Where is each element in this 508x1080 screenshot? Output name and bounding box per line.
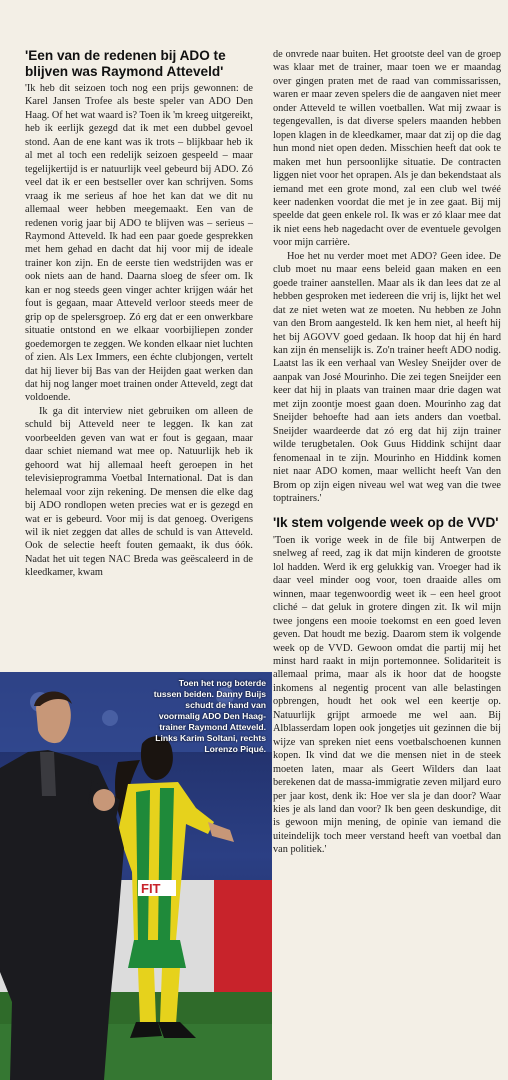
paragraph: Ik ga dit interview niet gebruiken om alleen de schuld bij Atteveld neer te leggen. Ik kan zat voorbeelden geven van wat er fout is gegaan, maar daar schiet niemand wat mee op. Natuurlijk heb ik gehoord wat hij allemaal heeft geroepen in het televisieprogramma Voetbal International. Dat is dan helemaal voor zijn rekening. De mensen die elke dag bij ADO rondlopen weten precies wat er is gezegd en wat er is gebeurd. Voor mij is dat genoeg. Overigens wil ik niet zeggen dat alles de schuld is van Atteveld. Ook de selectie heeft fouten gemaakt, ik dus óók. Nadat het uit tegen NAC Breda was geëscaleerd in de kleedkamer, kwam [25, 405, 253, 579]
paragraph: 'Toen ik vorige week in de file bij Antwerpen de snelweg af reed, zag ik dat mijn kinderen de grootste lol hadden. Werd ik erg gelukkig van. Vroeger had ik daar veel minder oog voor, toen draaide alles om winnen, maar tegenwoordig weet ik – een heel groot cliché – dat geluk in grotere dingen zit. Ik wil mijn twee jongens een mooie toekomst en een goed leven geven. Dat houdt me bezig. Daarom stem ik volgende week op de VVD. Gewoon omdat die partij mij het minst hard raakt in mijn portemonnee. Solidariteit is allemaal prima, maar als ik hoor dat de hoogste inkomens al negentig procent van alle belastingen opbrengen, houdt het ook wel een keertje op. Natuurlijk grijpt armoede me wel aan. Bij Alblasserdam lopen ook jongetjes uit gezinnen die bij wijze van spreken niet eens voetbalschoenen kunnen kopen. Ik vind dat we die mensen niet in de steek moeten laten, maar als Geert Wilders dan laat berekenen dat de massa-immigratie zeven miljard euro per jaar kost, denk ik: Hoe ver sla je dan door? Waar kies je als land dan voor? Ik ben geen deskundige, dit is gewoon mijn mening, de opinie van iemand die uiteindelijk toch meer verstand heeft van voetbal dan van politiek.' [273, 534, 501, 856]
paragraph: de onvrede naar buiten. Het grootste deel van de groep was klaar met de trainer, maar toen we er maandag over gingen praten met de raad van commissarissen, waren er maar zeven spelers die de aangaven niet meer onder Atteveld te willen voetballen. Wat mij zwaar is tegengevallen, is dat diverse spelers maanden hebben lopen klagen in de kleedkamer, maar dat zij op die dag hun mond niet open deden. Misschien heeft dat ook te maken met hun persoonlijke situatie. De contracten liggen niet voor het oprapen. Als je dan bekendstaat als iemand met een grote mond, zal een club wel twéé keer nadenken voordat die met je in zee gaat. Bij mij speelde dat geen enkele rol. Ik was er zó klaar mee dat ik niet eens heb nagedacht over de eventuele gevolgen voor mijn carrière. [273, 49, 501, 249]
article-column-left [25, 48, 253, 680]
section-heading-vvd: 'Ik stem volgende week op de VVD' [273, 515, 499, 531]
section-heading-ado: 'Een van de redenen bij ADO te blijven was Raymond Atteveld' [25, 48, 226, 79]
match-photo [0, 672, 272, 1080]
paragraph: 'Ik heb dit seizoen toch nog een prijs gewonnen: de Karel Jansen Trofee als beste speler van ADO Den Haag. Of het wat waard is? Toen ik 'm kreeg uitgereikt, heb ik eerlijk gezegd dat ik met een dubbel gevoel stond. Aan de ene kant was ik trots – blijkbaar heb ik al met al toch een redelijk seizoen gespeeld – maar tegelijkertijd is er natuurlijk veel gebeurd bij ADO. Zó veel dat ik er een bestseller over kan schrijven. Soms vraag ik me serieus af hoe het kan dat we dit nu allemaal weer hebben meegemaakt. Een van de redenen vorig jaar bij ADO te blijven was – serieus – Raymond Atteveld. Ik had een paar goede gesprekken met hem gehad en dacht dat hij voor mij de ideale trainer kon zijn. En de eerste tien wedstrijden was er ook niets aan de hand. Daarna sloeg de sfeer om. Ik kan er nog steeds geen vinger achter krijgen wáár het fout is gegaan, maar Atteveld verloor steeds meer de grip op de spelersgroep. Zó erg dat er een onwerkbare situatie ontstond en we elkaar voorbijliepen zonder goedemorgen te zeggen. We konden elkaar niet luchten of zien. Als Lex Immers, een échte clubjongen, vertelt dat hij liever bij Bas van der Heijden gaat werken dan dat hij nog langer moet trainen onder Atteveld, zegt dat voldoende. [25, 83, 253, 404]
paragraph: Hoe het nu verder moet met ADO? Geen idee. De club moet nu maar eens beleid gaan maken en een goede trainer aanstellen. Maar als ik dan lees dat ze al hebben gesproken met iedereen die vrij is, lijkt het wel dat ze niet weten wat ze moeten. Nu hebben ze John van den Brom aangesteld. Ik ken hem niet, al heeft hij het bij AGOVV goed gedaan. Ik hoop dat hij én hard kan zijn én menselijk is. Zo'n trainer heeft ADO nodig. Laatst las ik een verhaal van Wesley Sneijder over de aanpak van José Mourinho. Die zei tegen Sneijder een keer dat hij in plaats van trainen maar drie dagen wat met zijn zoontje moest gaan doen. Mourinho zag dat Sneijder behoefte had aan iets anders dan voetbal. Sneijder waardeerde dat zó erg dat hij zijn trainer wilde terugbetalen. Ook Guus Hiddink schijnt daar fenomenaal in te zijn. Mourinho en Hiddink komen niet naar ADO komen, maar wellicht heeft Van den Brom op zijn eigen niveau wel wat weg van die twee toptrainers.' [273, 250, 501, 504]
photo-caption: Toen het nog boterde tussen beiden. Danny Buijs schudt de hand van voormalig ADO Den Haag-trainer Raymond Atteveld. Links Karim Soltani, rechts Lorenzo Piqué. [153, 678, 266, 754]
shirt-sponsor: FIT [141, 881, 161, 896]
article-column-right [273, 48, 501, 1068]
